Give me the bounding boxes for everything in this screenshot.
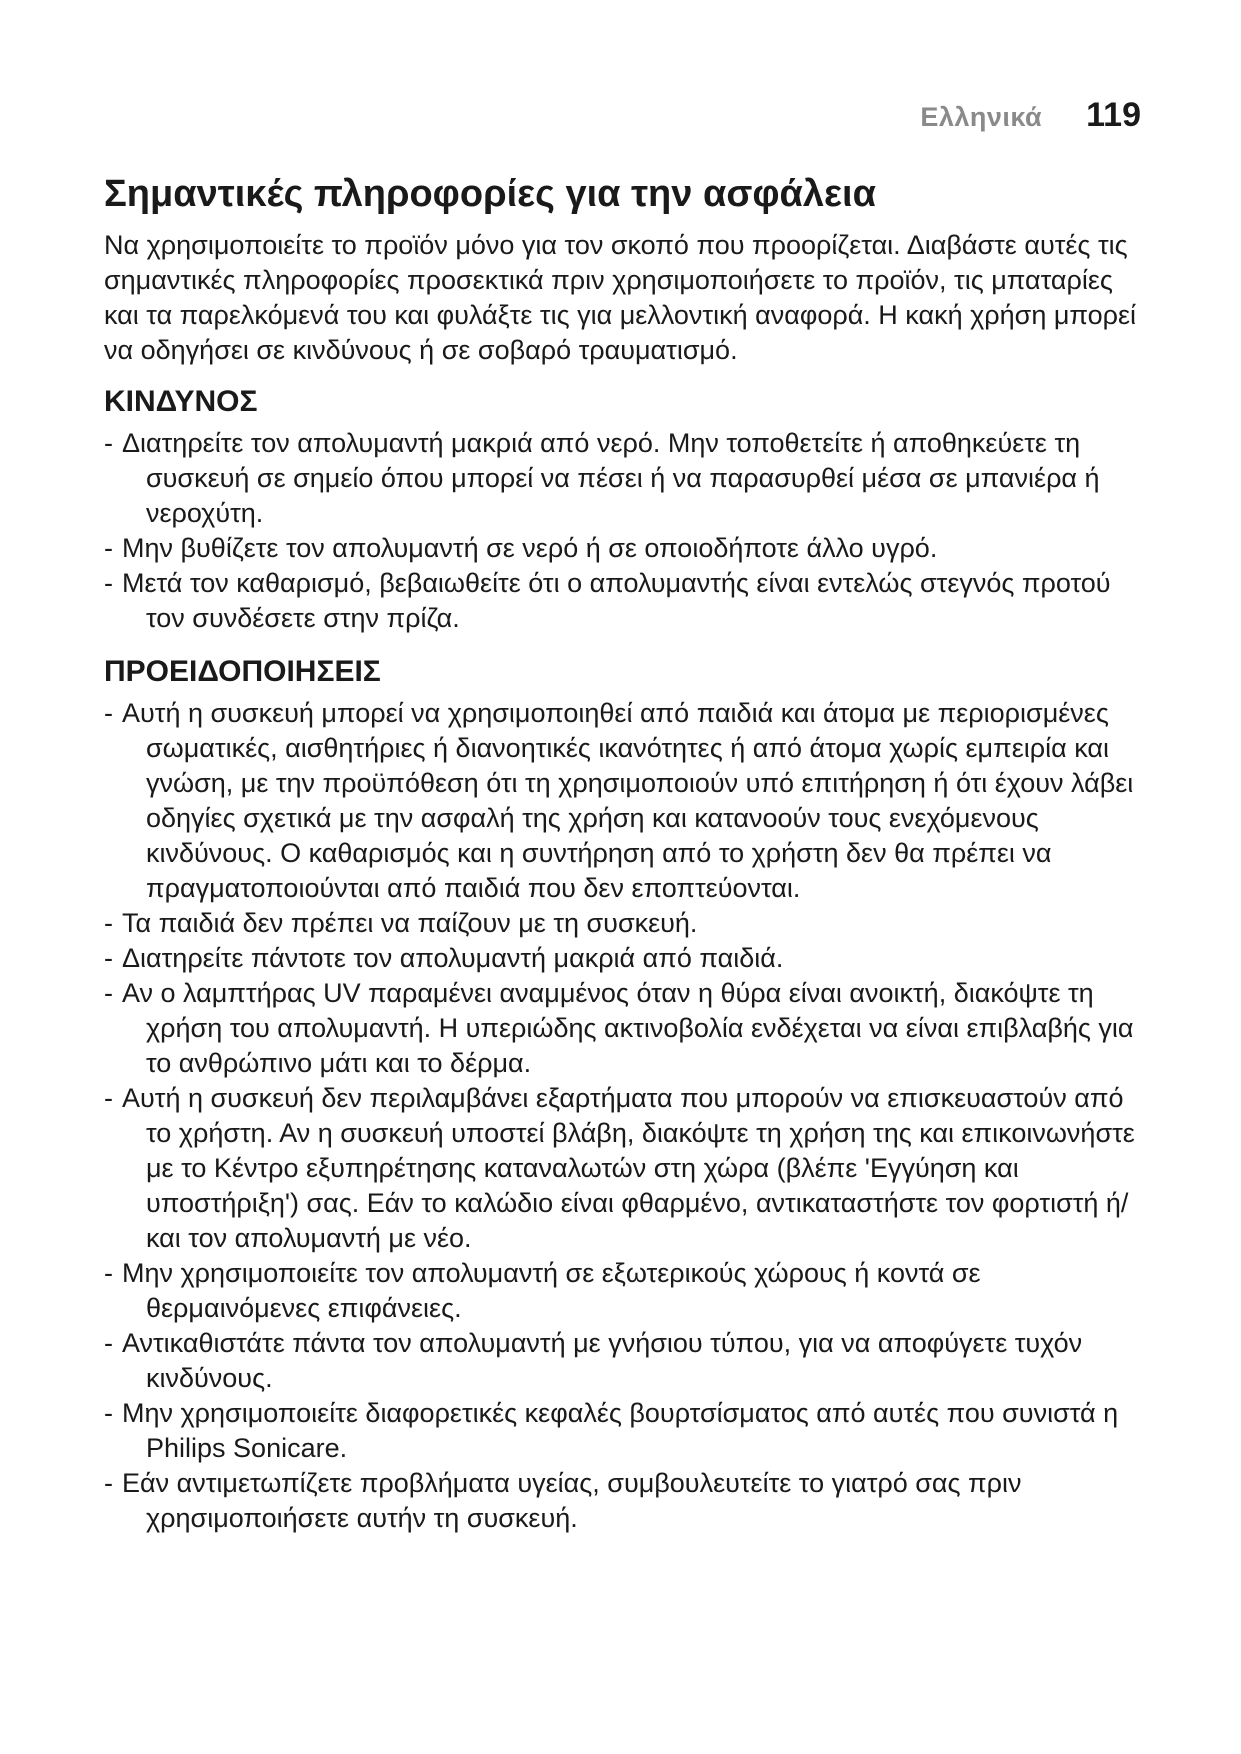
- warnings-heading: ΠΡΟΕΙΔΟΠΟΙΗΣΕΙΣ: [104, 655, 381, 688]
- warning-item-text: Μην χρησιμοποιείτε διαφορετικές κεφαλές βουρτσίσματος από αυτές που συνιστά η Philips Sonicare.: [122, 1398, 1119, 1463]
- danger-list: [104, 426, 1144, 636]
- bullet-dash: -: [104, 1328, 113, 1358]
- warning-item-text: Τα παιδιά δεν πρέπει να παίζουν με τη συσκευή.: [122, 908, 698, 938]
- page-content: [104, 168, 1144, 1550]
- danger-item-text: Μην βυθίζετε τον απολυμαντή σε νερό ή σε οποιοδήποτε άλλο υγρό.: [122, 533, 938, 563]
- danger-heading: ΚΙΝΔΥΝΟΣ: [104, 385, 258, 418]
- intro-paragraph: Να χρησιμοποιείτε το προϊόν μόνο για τον σκοπό που προορίζεται. Διαβάστε αυτές τις σημαντικές πληροφορίες προσεκτικά πριν χρησιμοποιήσετε το προϊόν, τις μπαταρίες και τα παρελκόμενά του και φυλάξτε τις για μελλοντική αναφορά. Η κακή χρήση μπορεί να οδηγήσει σε κινδύνους ή σε σοβαρό τραυματισμό.: [104, 230, 1137, 365]
- warning-item: [104, 976, 1144, 1081]
- page-number: 119: [1086, 96, 1141, 134]
- warning-item: [104, 906, 1144, 941]
- warning-item: [104, 1396, 1144, 1466]
- bullet-dash: -: [104, 908, 113, 938]
- warning-item-text: Διατηρείτε πάντοτε τον απολυμαντή μακριά από παιδιά.: [122, 943, 784, 973]
- warning-item: [104, 1466, 1144, 1536]
- bullet-dash: -: [104, 698, 113, 728]
- warning-item-text: Αυτή η συσκευή μπορεί να χρησιμοποιηθεί από παιδιά και άτομα με περιορισμένες σωματικές, αισθητήριες ή διανοητικές ικανότητες ή από άτομα χωρίς εμπειρία και γνώση, με την προϋπόθεση ότι τη χρησιμοποιούν υπό επιτήρηση ή ότι έχουν λάβει οδηγίες σχετικά με την ασφαλή της χρήση και κατανοούν τους ενεχόμενους κινδύνους. Ο καθαρισμός και η συντήρηση από το χρήστη δεν θα πρέπει να πραγματοποιούνται από παιδιά που δεν εποπτεύονται.: [122, 698, 1134, 903]
- warning-item-text: Αν ο λαμπτήρας UV παραμένει αναμμένος όταν η θύρα είναι ανοικτή, διακόψτε τη χρήση του απολυμαντή. Η υπεριώδης ακτινοβολία ενδέχεται να είναι επιβλαβής για το ανθρώπινο μάτι και το δέρμα.: [122, 978, 1134, 1078]
- warning-item: [104, 941, 1144, 976]
- bullet-dash: -: [104, 568, 113, 598]
- running-header: [920, 96, 1141, 135]
- warning-item-text: Αντικαθιστάτε πάντα τον απολυμαντή με γνήσιου τύπου, για να αποφύγετε τυχόν κινδύνους.: [122, 1328, 1083, 1393]
- danger-item: [104, 531, 1144, 566]
- warning-item: [104, 1256, 1144, 1326]
- bullet-dash: -: [104, 428, 113, 458]
- warnings-list: [104, 696, 1144, 1536]
- bullet-dash: -: [104, 1258, 113, 1288]
- danger-item-text: Διατηρείτε τον απολυμαντή μακριά από νερό. Μην τοποθετείτε ή αποθηκεύετε τη συσκευή σε σημείο όπου μπορεί να πέσει ή να παρασυρθεί μέσα σε μπανιέρα ή νεροχύτη.: [122, 428, 1100, 528]
- danger-item: [104, 566, 1144, 636]
- warning-item-text: Εάν αντιμετωπίζετε προβλήματα υγείας, συμβουλευτείτε το γιατρό σας πριν χρησιμοποιήσετε αυτήν τη συσκευή.: [122, 1468, 1022, 1533]
- bullet-dash: -: [104, 533, 113, 563]
- bullet-dash: -: [104, 978, 113, 1008]
- warning-item: [104, 1326, 1144, 1396]
- warning-item-text: Μην χρησιμοποιείτε τον απολυμαντή σε εξωτερικούς χώρους ή κοντά σε θερμαινόμενες επιφάνειες.: [122, 1258, 981, 1323]
- warning-item: [104, 1081, 1144, 1256]
- warning-item-text: Αυτή η συσκευή δεν περιλαμβάνει εξαρτήματα που μπορούν να επισκευαστούν από το χρήστη. Αν η συσκευή υποστεί βλάβη, διακόψτε τη χρήση της και επικοινωνήστε με το Κέντρο εξυπηρέτησης καταναλωτών στη χώρα (βλέπε 'Εγγύηση και υποστήριξη') σας. Εάν το καλώδιο είναι φθαρμένο, αντικαταστήστε τον φορτιστή ή/και τον απολυμαντή με νέο.: [122, 1083, 1135, 1253]
- language-label: Ελληνικά: [920, 102, 1043, 132]
- page-title: Σημαντικές πληροφορίες για την ασφάλεια: [104, 173, 876, 215]
- warning-item: [104, 696, 1144, 906]
- danger-item-text: Μετά τον καθαρισμό, βεβαιωθείτε ότι ο απολυμαντής είναι εντελώς στεγνός προτού τον συνδέσετε στην πρίζα.: [122, 568, 1111, 633]
- danger-item: [104, 426, 1144, 531]
- bullet-dash: -: [104, 1398, 113, 1428]
- bullet-dash: -: [104, 1468, 113, 1498]
- bullet-dash: -: [104, 1083, 113, 1113]
- bullet-dash: -: [104, 943, 113, 973]
